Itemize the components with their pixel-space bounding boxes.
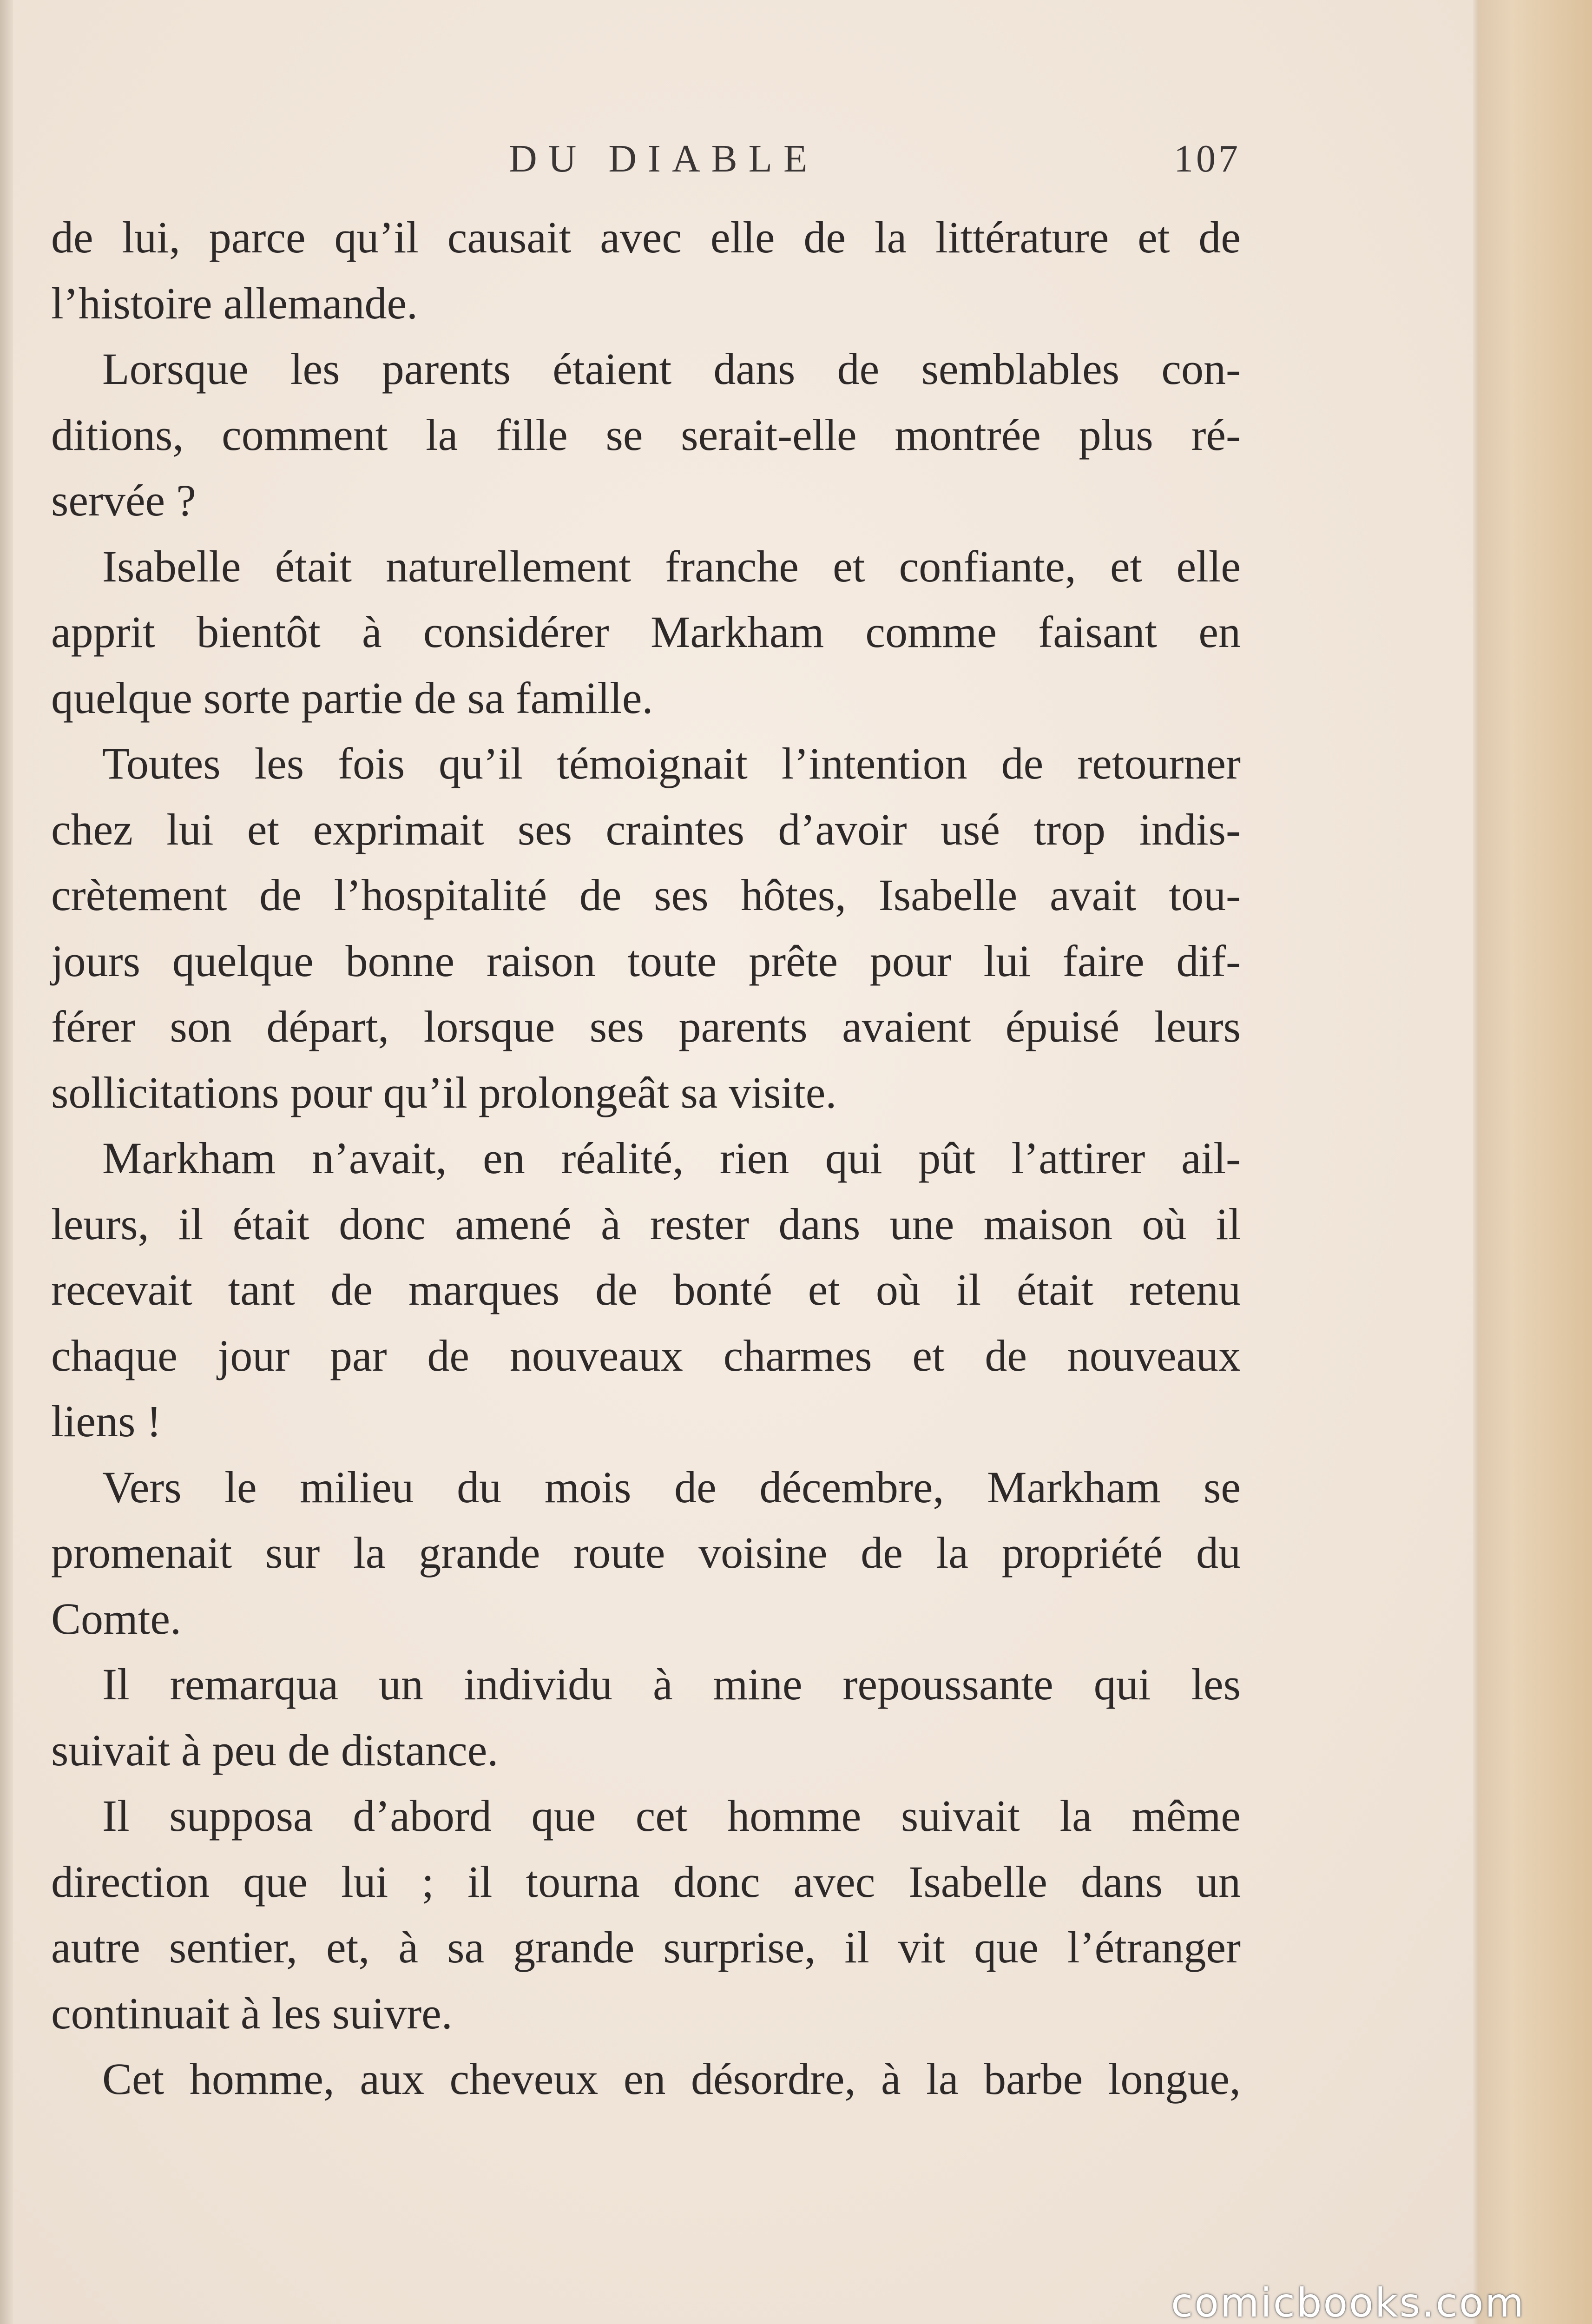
text-line: autre sentier, et, à sa grande surprise, il vit que l’étranger — [51, 1922, 1241, 1972]
text-line: l’histoire allemande. — [51, 278, 418, 328]
text-line: Il supposa d’abord que cet homme suivait la même — [102, 1791, 1241, 1841]
text-line: quelque sorte partie de sa famille. — [51, 673, 653, 723]
text-line: leurs, il était donc amené à rester dans une maison où il — [51, 1199, 1241, 1249]
text-line: Il remarqua un individu à mine repoussante qui les — [102, 1659, 1241, 1709]
text-line: Isabelle était naturellement franche et confiante, et elle — [102, 541, 1241, 591]
text-line: direction que lui ; il tourna donc avec Isabelle dans un — [51, 1856, 1241, 1907]
text-line: Markham n’avait, en réalité, rien qui pût l’attirer ail- — [102, 1133, 1241, 1183]
text-line: crètement de l’hospitalité de ses hôtes, Isabelle avait tou- — [51, 870, 1241, 920]
text-line: servée ? — [51, 475, 196, 525]
text-line: férer son départ, lorsque ses parents avaient épuisé leurs — [51, 1002, 1241, 1051]
text-line: Cet homme, aux cheveux en désordre, à la barbe longue, — [102, 2054, 1241, 2104]
page-left-edge — [0, 0, 13, 2324]
body-text — [51, 205, 1241, 2112]
text-line: recevait tant de marques de bonté et où il était retenu — [51, 1265, 1241, 1314]
text-line: sollicitations pour qu’il prolongeât sa visite. — [51, 1067, 837, 1117]
text-line: chaque jour par de nouveaux charmes et de nouveaux — [51, 1330, 1241, 1380]
text-line: suivait à peu de distance. — [51, 1725, 499, 1775]
text-line: jours quelque bonne raison toute prête pour lui faire dif- — [51, 936, 1241, 986]
text-line: Lorsque les parents étaient dans de semblables con- — [102, 344, 1241, 394]
text-line: Vers le milieu du mois de décembre, Markham se — [102, 1462, 1241, 1512]
text-line: continuait à les suivre. — [51, 1988, 453, 2038]
text-line: Toutes les fois qu’il témoignait l’intention de retourner — [102, 739, 1241, 788]
text-line: apprit bientôt à considérer Markham comme faisant en — [51, 607, 1241, 657]
running-header — [51, 131, 1241, 187]
page-number: 107 — [1174, 137, 1241, 180]
text-line: ditions, comment la fille se serait-elle montrée plus ré- — [51, 409, 1241, 460]
text-line: liens ! — [51, 1396, 162, 1446]
text-line: promenait sur la grande route voisine de la propriété du — [51, 1528, 1241, 1578]
page-right-edge — [1478, 0, 1592, 2324]
text-line: de lui, parce qu’il causait avec elle de la littérature et de — [51, 212, 1241, 262]
watermark: comicbooks.com — [1171, 2280, 1526, 2324]
running-title: DU DIABLE — [509, 137, 819, 180]
text-line: chez lui et exprimait ses craintes d’avoir usé trop indis- — [51, 804, 1241, 854]
text-line: Comte. — [51, 1593, 181, 1644]
